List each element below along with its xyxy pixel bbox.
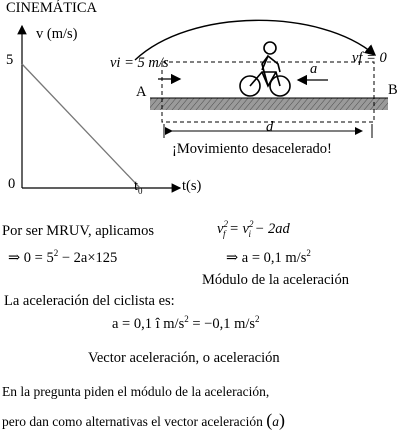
point-b: B [388,82,398,98]
cyclist-icon [240,42,290,96]
t-zero-label: $t_0$ [134,178,143,196]
mruv-formula: $v^2_f = v^2_i - 2ad$ [217,219,290,239]
origin-label: 0 [8,176,16,192]
distance-label: d [266,119,274,135]
modulo-label: Módulo de la aceleración [202,272,349,288]
final-line-2: pero dan como alternativas el vector aceleración (a) [2,410,285,430]
vf-label: vf = 0 [352,50,387,66]
line3-text: La aceleración del ciclista es: [4,293,175,309]
acceleration-result: ⇒ a = 0,1 $m/s^2$ [226,248,311,266]
dashed-zone [162,62,374,122]
vector-equation: a = 0,1 î $m/s^2 = -0,1$ $m/s^2$ [112,314,260,332]
point-a: A [136,84,147,100]
final-line-1: En la pregunta piden el módulo de la aceleración, [2,384,270,399]
time-axis-label: t(s) [182,178,202,194]
velocity-axis-label: v (m/s) [36,26,78,42]
ground-hatch [150,98,388,110]
line1-text: Por ser MRUV, aplicamos [2,223,154,239]
velocity-line [22,64,140,188]
vector-label: Vector aceleración, o aceleración [88,350,280,366]
vi-label: vi = 5 m/s [110,55,169,71]
accel-label: a [310,61,318,77]
v-initial-tick: 5 [6,52,14,68]
substitution-line: ⇒ $0 = 5^2 - 2a\times 125$ [8,248,118,266]
figure-title: CINEMÁTICA [6,0,98,16]
figure-caption: ¡Movimiento desacelerado! [172,141,332,157]
motion-arc [135,20,375,60]
